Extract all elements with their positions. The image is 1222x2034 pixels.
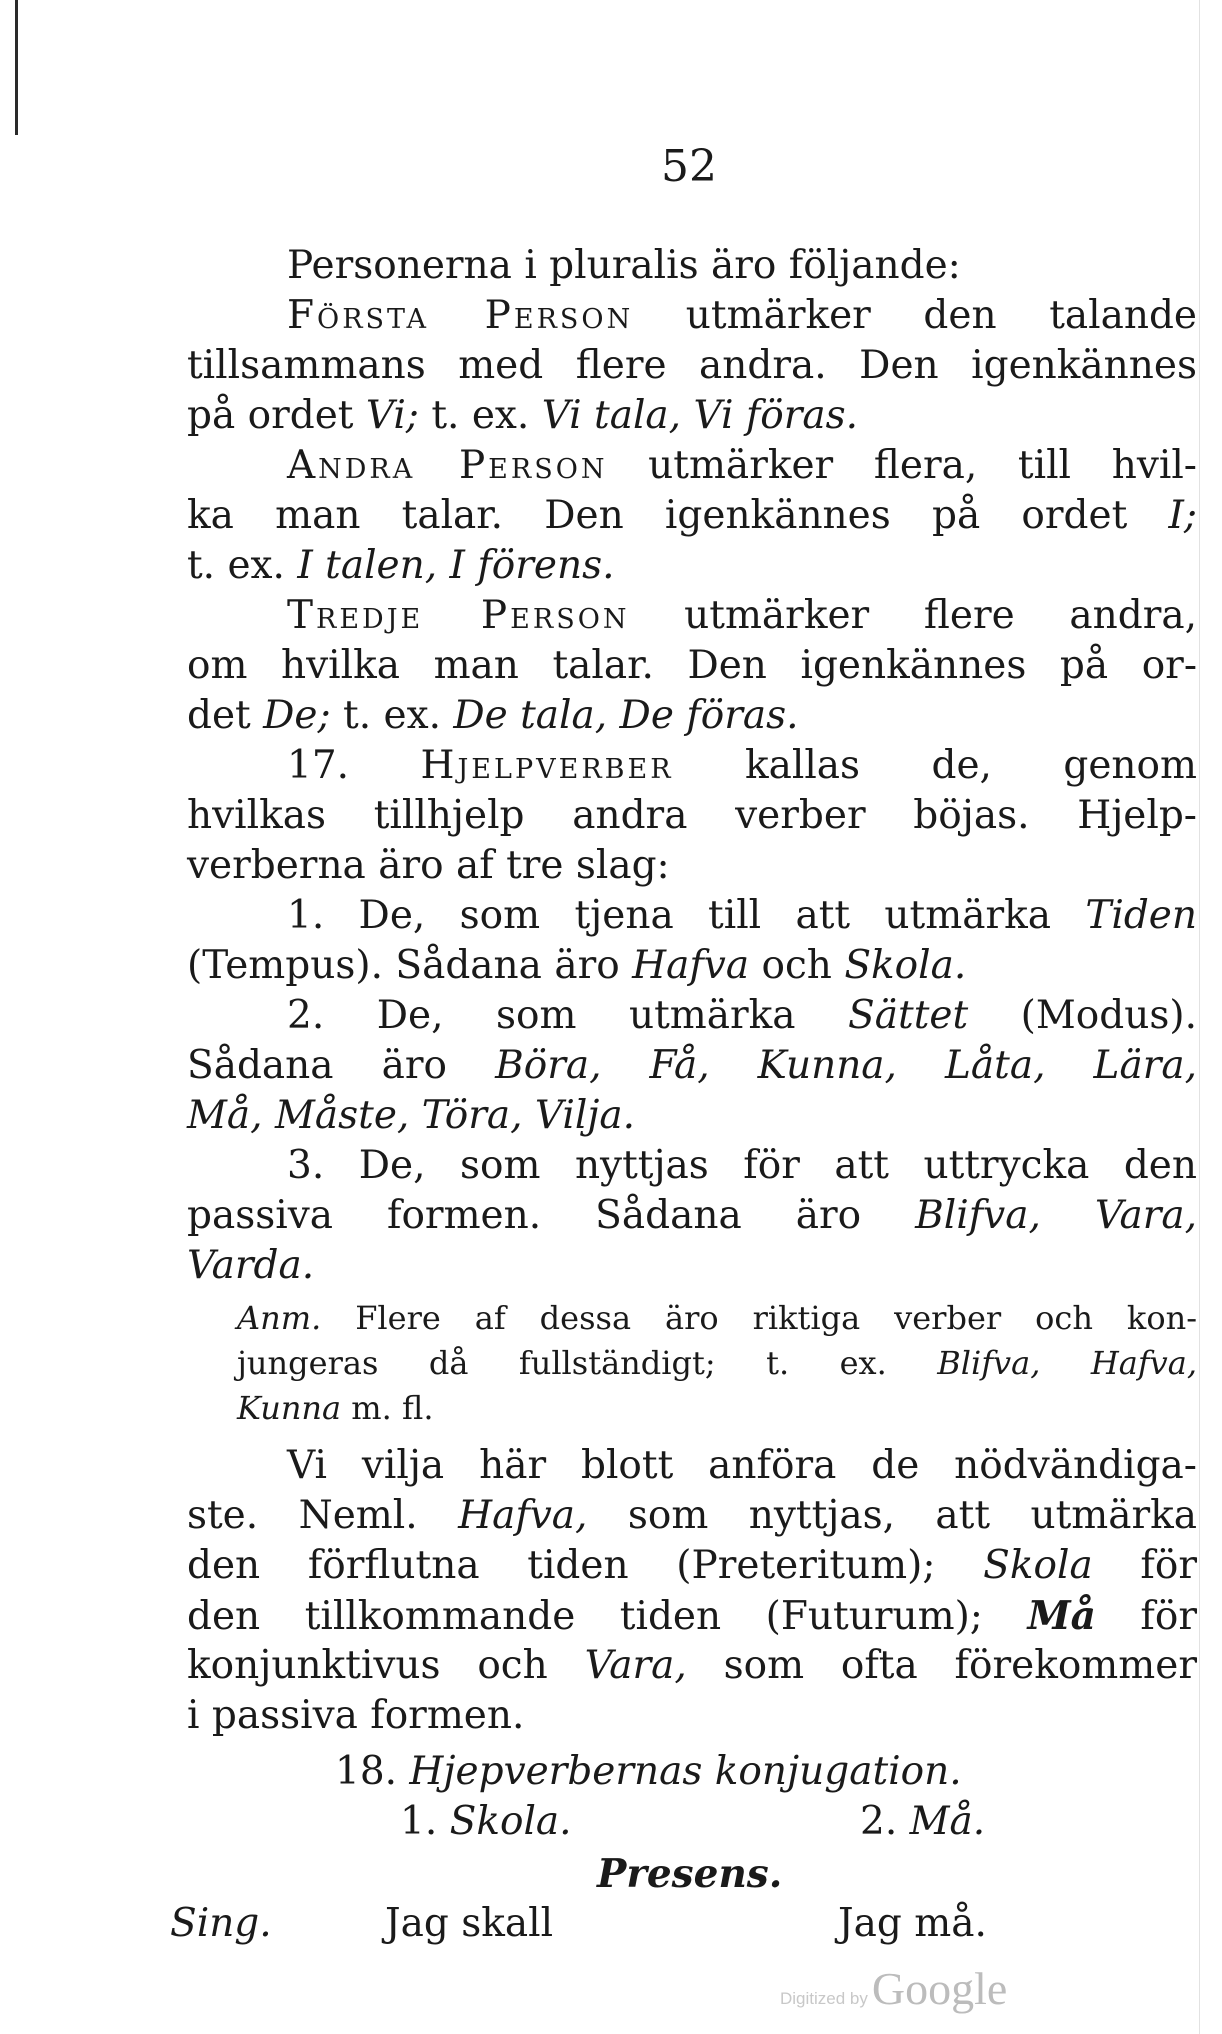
text-line-21: Varda.	[187, 1243, 315, 1288]
page-edge	[1199, 0, 1200, 2034]
text-line-8: Tredje Person utmärker flere andra,	[287, 593, 1198, 638]
text-line-26: ste. Neml. Hafva, som nyttjas, att utmärka	[187, 1493, 1197, 1538]
text-line-4: på ordet Vi; t. ex. Vi tala, Vi föras.	[187, 393, 859, 438]
tense-heading: Presens.	[597, 1851, 783, 1897]
binding-edge	[15, 0, 18, 135]
text-line-30: i passiva formen.	[187, 1693, 525, 1738]
text-line-3: tillsammans med flere andra. Den igenkännes	[187, 343, 1197, 388]
note-line-3: Kunna m. fl.	[237, 1389, 434, 1427]
list-item-3: 3. De, som nyttjas för att uttrycka den	[287, 1143, 1197, 1188]
text-line-12: hvilkas tillhjelp andra verber böjas. Hjelp-	[187, 793, 1197, 838]
section-18-heading: 18. Hjepverbernas konjugation.	[335, 1749, 962, 1794]
text-line-7: t. ex. I talen, I förens.	[187, 543, 615, 588]
page-number: 52	[661, 141, 717, 192]
section-17-heading: 17. Hjelpverber kallas de, genom	[287, 743, 1198, 788]
text-line-15: (Tempus). Sådana äro Hafva och Skola.	[187, 943, 967, 988]
text-line-2: Första Person utmärker den talande	[287, 293, 1197, 338]
cell-jag-skall: Jag skall	[385, 1901, 554, 1946]
text-line-27: den förflutna tiden (Preteritum); Skola för	[187, 1543, 1197, 1588]
note-line-2: jungeras då fullständigt; t. ex. Blifva, Hafva,	[237, 1344, 1198, 1382]
digitized-watermark: Digitized byGoogle	[780, 1963, 1008, 2014]
text-line-13: verberna äro af tre slag:	[187, 843, 670, 888]
column-2-heading: 2. Må.	[860, 1799, 986, 1844]
text-line-6: ka man talar. Den igenkännes på ordet I;	[187, 493, 1197, 538]
text-line-29: konjunktivus och Vara, som ofta förekommer	[187, 1643, 1197, 1688]
text-line-17: Sådana äro Böra, Få, Kunna, Låta, Lära,	[187, 1043, 1197, 1088]
list-item-2: 2. De, som utmärka Sättet (Modus).	[287, 993, 1197, 1038]
note-line-1: Anm. Flere af dessa äro riktiga verber och kon-	[237, 1299, 1197, 1337]
text-line-28: den tillkommande tiden (Futurum); Må för	[187, 1593, 1197, 1639]
text-line-5: Andra Person utmärker flera, till hvil-	[287, 443, 1197, 488]
row-label-sing: Sing.	[170, 1901, 272, 1946]
column-1-heading: 1. Skola.	[400, 1799, 572, 1844]
list-item-1: 1. De, som tjena till att utmärka Tiden	[287, 893, 1197, 938]
text-line-18: Må, Måste, Töra, Vilja.	[187, 1093, 636, 1138]
cell-jag-ma: Jag må.	[838, 1901, 987, 1946]
text-line-9: om hvilka man talar. Den igenkännes på or-	[187, 643, 1197, 688]
text-line-20: passiva formen. Sådana äro Blifva, Vara,	[187, 1193, 1198, 1238]
text-line-1: Personerna i pluralis äro följande:	[287, 243, 961, 288]
text-line-25: Vi vilja här blott anföra de nödvändiga-	[287, 1443, 1197, 1488]
text-line-10: det De; t. ex. De tala, De föras.	[187, 693, 799, 738]
